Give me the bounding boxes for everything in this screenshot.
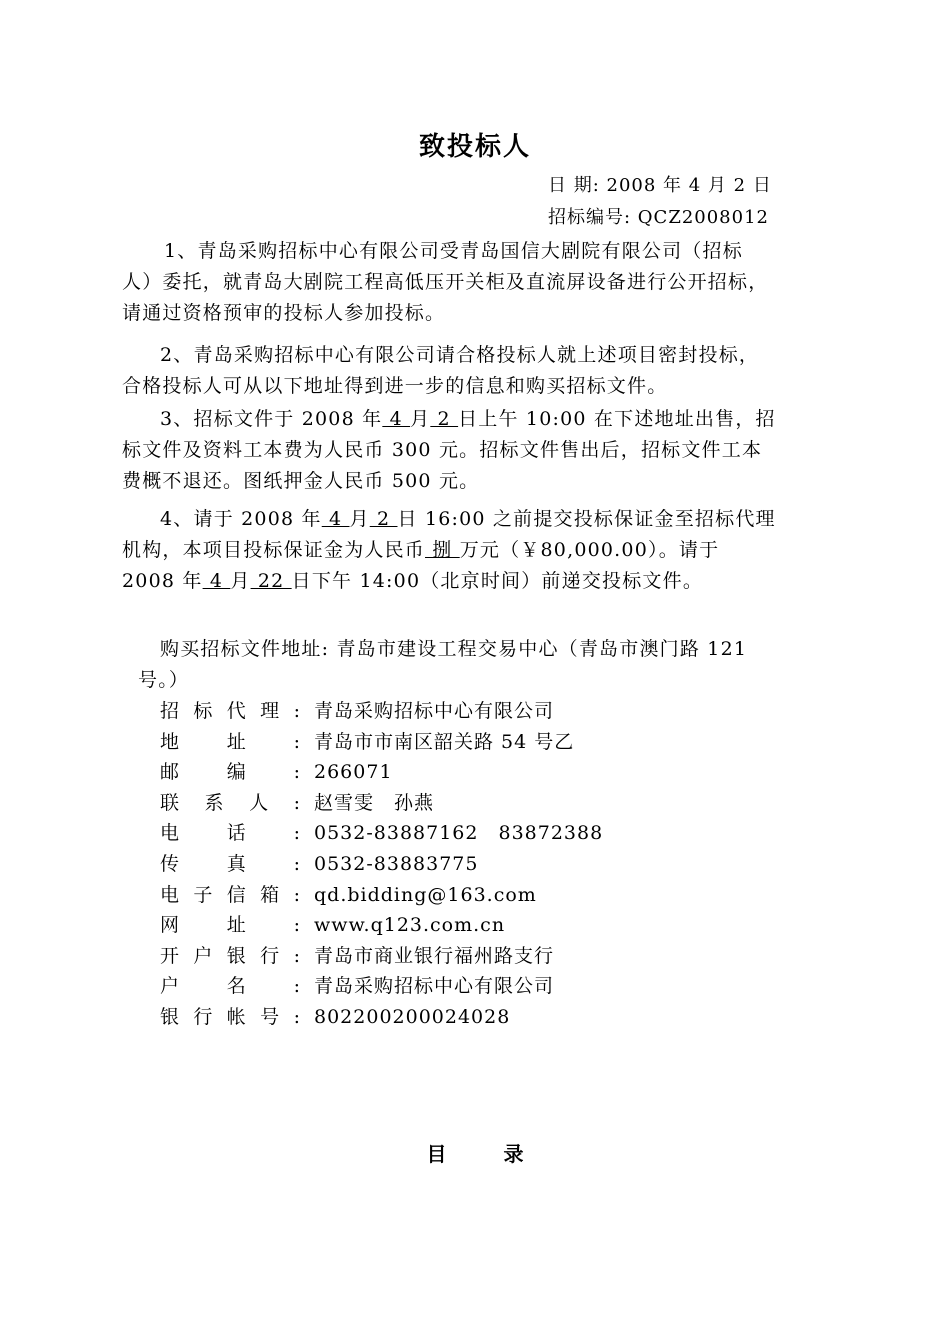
label-char: 银	[160, 1005, 180, 1028]
label-char: 话	[226, 822, 246, 845]
paragraph-2-line-1: 2、青岛采购招标中心有限公司请合格投标人就上述项目密封投标，	[160, 344, 760, 366]
paragraph-1-line-3: 请通过资格预审的投标人参加投标。	[122, 302, 446, 324]
contact-label	[160, 696, 300, 727]
contact-label	[160, 880, 300, 911]
paragraph-2-line-2: 合格投标人可从以下地址得到进一步的信息和购买招标文件。	[122, 375, 668, 397]
contact-row-address	[160, 727, 603, 758]
toc-heading: 目 录	[426, 1142, 524, 1166]
label-char: 真	[226, 852, 246, 875]
label-char: 户	[193, 944, 213, 967]
contact-value: 青岛采购招标中心有限公司	[314, 975, 555, 998]
contact-label	[160, 849, 300, 880]
paragraph-4-line-1	[122, 504, 822, 535]
contact-row-email	[160, 880, 603, 911]
label-char: 号	[260, 1005, 280, 1028]
label-char: 帐	[226, 1005, 246, 1028]
label-char: 行	[193, 1005, 213, 1028]
paragraph-2	[122, 340, 822, 402]
paragraph-1-line-1: 1、青岛采购招标中心有限公司受青岛国信大剧院有限公司（招标	[164, 240, 743, 262]
page-title: 致投标人	[418, 132, 531, 162]
label-colon: :	[293, 700, 300, 722]
label-colon: :	[293, 761, 300, 784]
contact-label	[160, 818, 300, 849]
text-segment: 日上午 10:00 在下述地址出售，招	[458, 408, 776, 430]
contact-row-website	[160, 910, 603, 941]
paragraph-3-line-2: 标文件及资料工本费为人民币 300 元。招标文件售出后，招标文件工本	[122, 439, 763, 461]
label-char: 邮	[160, 761, 180, 784]
contact-value: 0532-83887162 83872388	[314, 822, 604, 845]
contact-value: 802200200024028	[314, 1005, 511, 1028]
contact-row-contact-person	[160, 788, 603, 819]
label-char: 址	[226, 914, 246, 937]
label-colon: :	[293, 883, 300, 906]
contact-value: 青岛市市南区韶关路 54 号乙	[314, 730, 575, 753]
deposit-amount: 捌	[425, 539, 460, 561]
text-segment: 日下午 14:00（北京时间）前递交投标文件。	[291, 570, 704, 592]
label-char: 招	[160, 700, 180, 722]
contact-row-account-number	[160, 1002, 603, 1033]
deposit-day: 2	[369, 508, 398, 530]
label-colon: :	[293, 822, 300, 845]
text-segment: 月	[349, 508, 370, 530]
tender-number-line: 招标编号: QCZ2008012	[548, 207, 769, 228]
paragraph-4-line-2	[122, 535, 822, 566]
contact-row-bank	[160, 941, 603, 972]
label-char: 代	[226, 700, 246, 722]
contact-row-phone	[160, 818, 603, 849]
deposit-month: 4	[321, 508, 350, 530]
label-colon: :	[293, 975, 300, 998]
label-char: 户	[160, 975, 180, 998]
purchase-address-line-2: 号。）	[138, 669, 190, 691]
paragraph-1	[122, 236, 822, 329]
purchase-address-line-1: 购买招标文件地址: 青岛市建设工程交易中心（青岛市澳门路 121	[160, 638, 748, 660]
text-segment: 3、招标文件于 2008 年	[160, 408, 383, 430]
paragraph-3-line-1	[122, 404, 822, 435]
text-segment: 4、请于 2008 年	[160, 508, 322, 530]
contact-value: 赵雪雯 孙燕	[314, 791, 435, 814]
label-char: 名	[226, 975, 246, 998]
text-segment: 机构，本项目投标保证金为人民币	[122, 539, 426, 561]
label-colon: :	[293, 791, 300, 814]
contact-row-fax	[160, 849, 603, 880]
label-char: 理	[260, 700, 280, 722]
contact-label	[160, 910, 300, 941]
text-segment: 万元（￥80,000.00）。请于	[459, 539, 720, 561]
label-char: 人	[249, 791, 269, 814]
label-colon: :	[293, 852, 300, 875]
contact-label	[160, 941, 300, 972]
text-segment: 月	[230, 570, 251, 592]
paragraph-3-line-3: 费概不退还。图纸押金人民币 500 元。	[122, 470, 480, 492]
text-segment: 2008 年	[122, 570, 203, 592]
contact-value: 青岛市商业银行福州路支行	[314, 944, 555, 967]
label-char: 编	[226, 761, 246, 784]
contact-value: 266071	[314, 761, 393, 784]
contact-value: 0532-83883775	[314, 852, 479, 875]
text-segment: 日 16:00 之前提交投标保证金至招标代理	[397, 508, 776, 530]
label-char: 标	[193, 700, 213, 722]
label-colon: :	[293, 1005, 300, 1028]
label-char: 传	[160, 852, 180, 875]
contact-label	[160, 757, 300, 788]
contact-label	[160, 788, 300, 819]
contact-value: 青岛采购招标中心有限公司	[314, 700, 555, 722]
label-colon: :	[293, 914, 300, 937]
label-char: 系	[204, 791, 224, 814]
label-char: 电	[160, 883, 180, 906]
contact-label	[160, 971, 300, 1002]
paragraph-3	[122, 404, 822, 497]
contact-list	[160, 696, 603, 1033]
contact-label	[160, 1002, 300, 1033]
label-char: 箱	[260, 883, 280, 906]
sale-day: 2	[430, 408, 459, 430]
label-char: 地	[160, 730, 180, 753]
label-char: 网	[160, 914, 180, 937]
label-char: 电	[160, 822, 180, 845]
purchase-address	[122, 634, 822, 696]
contact-label	[160, 727, 300, 758]
label-colon: :	[293, 730, 300, 753]
label-char: 银	[226, 944, 246, 967]
label-colon: :	[293, 944, 300, 967]
label-char: 址	[226, 730, 246, 753]
label-char: 行	[260, 944, 280, 967]
label-char: 信	[226, 883, 246, 906]
contact-row-postcode	[160, 757, 603, 788]
text-segment: 月	[410, 408, 431, 430]
label-char: 子	[193, 883, 213, 906]
contact-row-account-name	[160, 971, 603, 1002]
submission-month: 4	[202, 570, 231, 592]
date-line: 日 期: 2008 年 4 月 2 日	[548, 175, 772, 196]
submission-day: 22	[250, 570, 292, 592]
paragraph-4	[122, 504, 822, 597]
contact-row-agent	[160, 696, 603, 727]
sale-month: 4	[382, 408, 411, 430]
contact-value: qd.bidding@163.com	[314, 883, 537, 906]
label-char: 开	[160, 944, 180, 967]
paragraph-1-line-2: 人）委托，就青岛大剧院工程高低压开关柜及直流屏设备进行公开招标，	[122, 271, 769, 293]
contact-value: www.q123.com.cn	[314, 914, 506, 937]
paragraph-4-line-3	[122, 566, 822, 597]
label-char: 联	[160, 791, 180, 814]
